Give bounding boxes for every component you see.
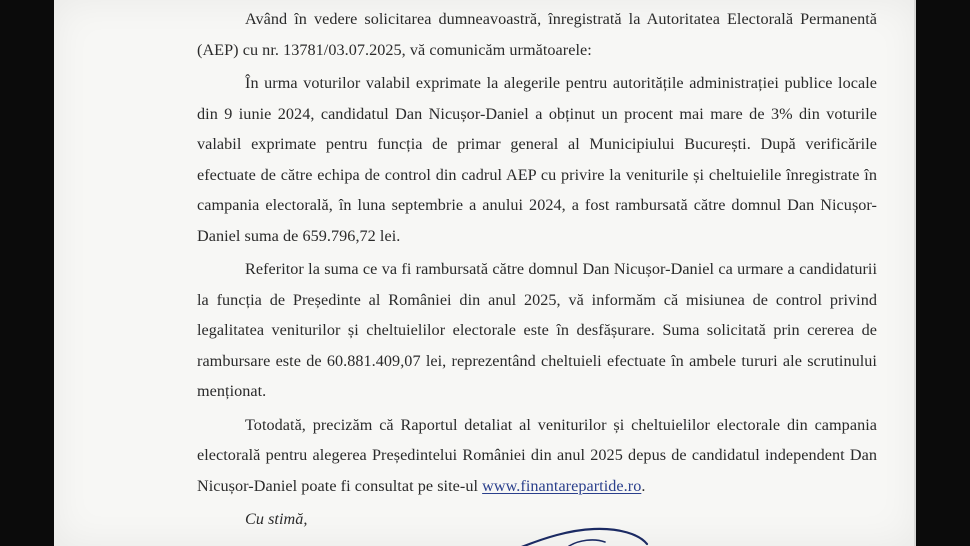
paragraph-presidential-reimbursement: [197, 254, 877, 407]
closing-salutation: Cu stimă,: [245, 510, 308, 528]
paragraph-request-reference: [197, 4, 877, 65]
letter-body: [197, 0, 877, 535]
paragraph-text: Totodată, precizăm că Raportul detaliat al veniturilor și cheltuielilor electorale din campania electorală pentru alegerea Președintelui României din anul 2025 depus de candidatul independent Dan Nicușor-Daniel poate fi consultat pe site-ul: [197, 415, 877, 495]
scanned-letter-page: [54, 0, 916, 546]
paragraph-report-reference: [197, 410, 877, 502]
paragraph-local-elections-reimbursement: [197, 68, 877, 251]
paragraph-text: Referitor la suma ce va fi rambursată către domnul Dan Nicușor-Daniel ca urmare a candidaturii la funcția de Președinte al României din anul 2025, vă informăm că misiunea de control privind legalitatea veniturilor și cheltuielilor electorale este în desfășurare. Suma solicitată prin cererea de rambursare este de 60.881.409,07 lei, reprezentând cheltuieli efectuate în ambele tururi ale scrutinului menționat.: [197, 260, 877, 400]
signature-scribble: [509, 520, 659, 546]
paragraph-text: Având în vedere solicitarea dumneavoastră, înregistrată la Autoritatea Electorală Permanentă (AEP) cu nr. 13781/03.07.2025, vă comunicăm următoarele:: [197, 10, 877, 59]
website-link[interactable]: www.finantarepartide.ro: [482, 476, 642, 495]
paragraph-text: În urma voturilor valabil exprimate la alegerile pentru autoritățile administrației publice locale din 9 iunie 2024, candidatul Dan Nicușor-Daniel a obținut un procent mai mare de 3% din voturile valabil exprimate pentru funcția de primar general al Municipiului București. După verificările efectuate de către echipa de control din cadrul AEP cu privire la veniturile și cheltuielile înregistrate în campania electorală, în luna septembrie a anului 2024, a fost rambursată către domnul Dan Nicușor-Daniel suma de 659.796,72 lei.: [197, 74, 877, 245]
paragraph-end-punctuation: .: [641, 476, 646, 495]
page-edge: [914, 0, 916, 546]
